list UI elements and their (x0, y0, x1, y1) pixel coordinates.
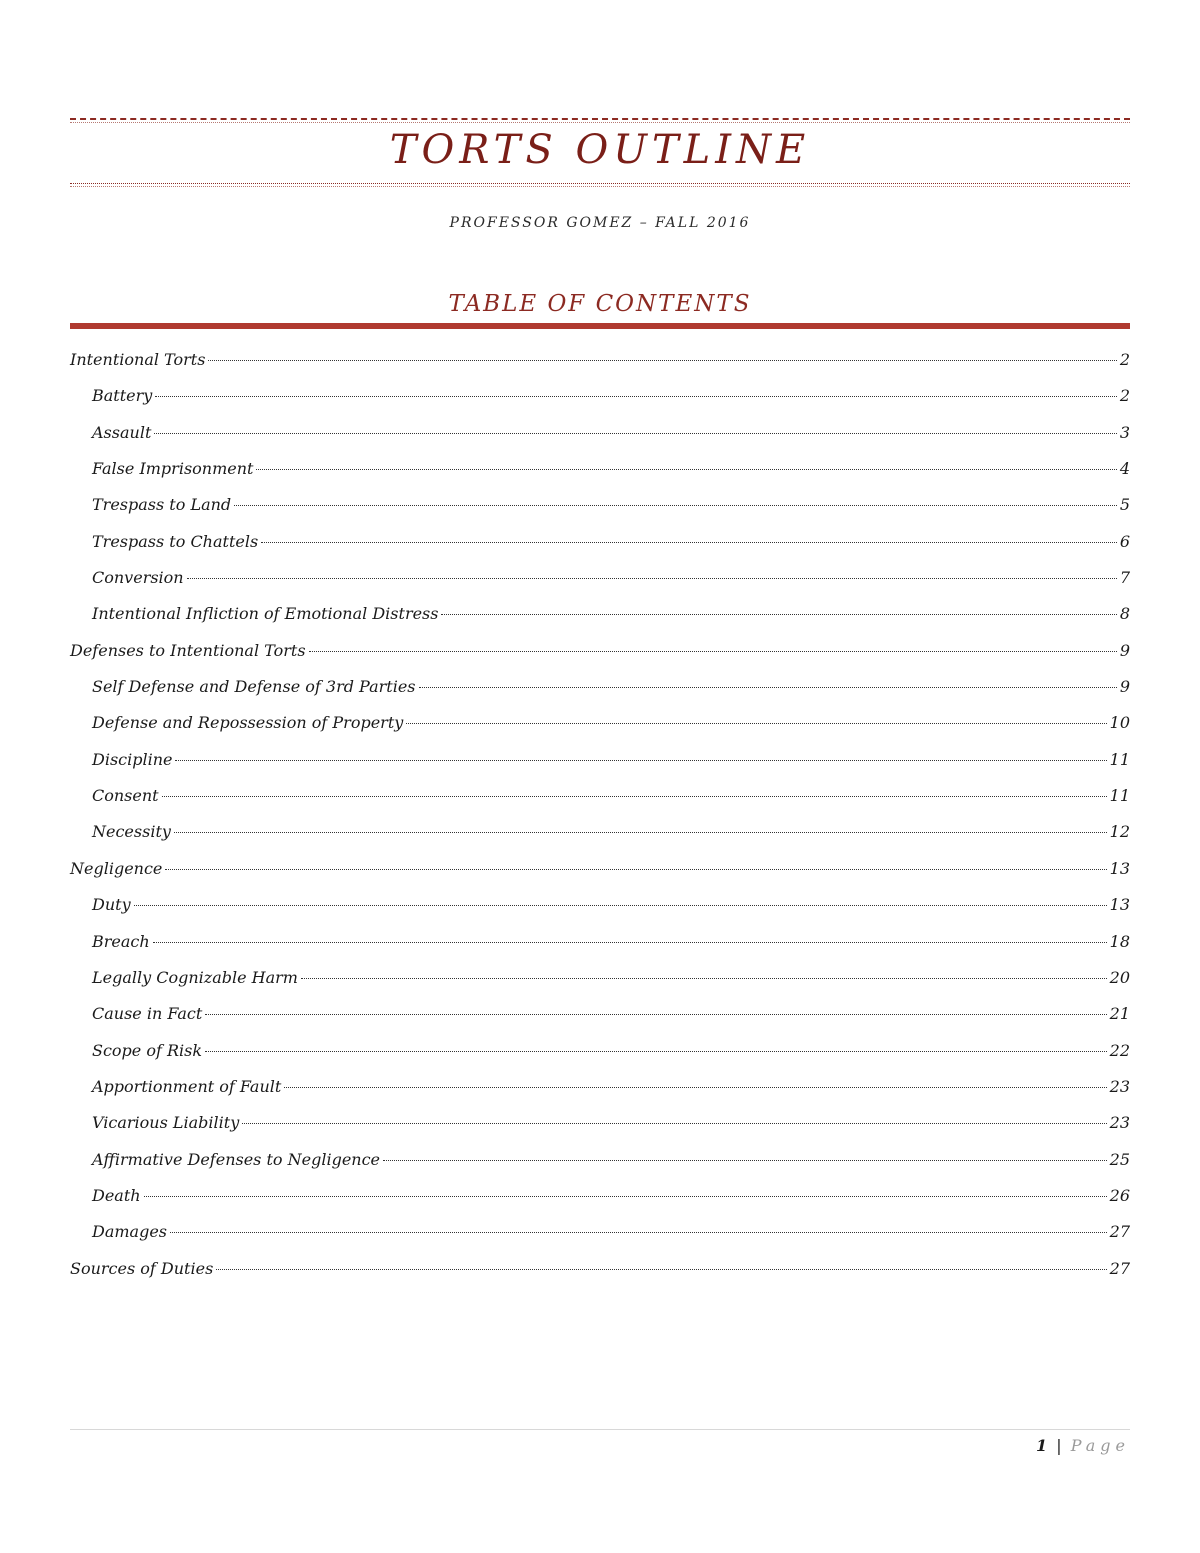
toc-dot-leader (144, 1196, 1107, 1197)
toc-entry-label: Sources of Duties (70, 1258, 214, 1278)
page-footer (1036, 1436, 1130, 1455)
toc-entry-page-number: 10 (1109, 713, 1130, 733)
toc-entry-page-number: 26 (1109, 1185, 1130, 1205)
toc-entry-page-number: 23 (1109, 1076, 1130, 1096)
toc-entry[interactable] (70, 750, 1130, 786)
toc-entry[interactable] (70, 495, 1130, 531)
toc-entry-label: Legally Cognizable Harm (92, 967, 298, 987)
toc-entry-label: False Imprisonment (92, 459, 254, 479)
toc-entry-label: Negligence (70, 858, 163, 878)
toc-entry-page-number: 18 (1109, 931, 1130, 951)
footer-page-number: 1 (1035, 1436, 1049, 1455)
toc-entry[interactable] (70, 1150, 1130, 1186)
toc-entry-page-number: 11 (1109, 786, 1130, 806)
toc-dot-leader (162, 796, 1107, 797)
toc-dot-leader (208, 360, 1116, 361)
toc-entry[interactable] (70, 713, 1130, 749)
toc-entry-label: Defense and Repossession of Property (92, 713, 404, 733)
toc-entry[interactable] (70, 459, 1130, 495)
toc-dot-leader (284, 1087, 1106, 1088)
toc-entry-page-number: 13 (1109, 895, 1130, 915)
toc-entry[interactable] (70, 932, 1130, 968)
toc-entry[interactable] (70, 604, 1130, 640)
toc-entry-page-number: 9 (1119, 677, 1130, 697)
document-title: TORTS OUTLINE (389, 127, 811, 173)
toc-entry-label: Affirmative Defenses to Negligence (92, 1149, 381, 1169)
toc-heading-rule (70, 323, 1130, 329)
toc-entry[interactable] (70, 1259, 1130, 1295)
footer-separator: | (1056, 1436, 1063, 1455)
toc-entry-label: Conversion (92, 568, 184, 588)
title-bottom-rule-thin (70, 186, 1130, 187)
toc-entry[interactable] (70, 1077, 1130, 1113)
toc-dot-leader (256, 469, 1116, 470)
toc-entry-page-number: 4 (1119, 459, 1130, 479)
toc-dot-leader (170, 1232, 1107, 1233)
toc-entry[interactable] (70, 1222, 1130, 1258)
toc-entry-page-number: 27 (1109, 1258, 1130, 1278)
toc-entry-page-number: 8 (1119, 604, 1130, 624)
toc-dot-leader (175, 760, 1106, 761)
title-top-rule (70, 118, 1130, 120)
toc-dot-leader (134, 905, 1107, 906)
toc-entry[interactable] (70, 568, 1130, 604)
toc-entry-page-number: 5 (1119, 495, 1130, 515)
toc-entry-label: Breach (92, 931, 150, 951)
toc-entry-label: Vicarious Liability (92, 1113, 240, 1133)
toc-dot-leader (261, 542, 1117, 543)
toc-entry-label: Death (92, 1185, 141, 1205)
toc-entry-page-number: 13 (1109, 858, 1130, 878)
toc-entry[interactable] (70, 822, 1130, 858)
toc-entry-label: Duty (92, 895, 131, 915)
toc-dot-leader (441, 614, 1116, 615)
toc-dot-leader (383, 1160, 1107, 1161)
toc-entry-page-number: 25 (1109, 1149, 1130, 1169)
toc-entry-label: Intentional Torts (70, 350, 206, 369)
toc-dot-leader (234, 505, 1117, 506)
toc-entry-page-number: 2 (1119, 386, 1130, 406)
toc-entry-label: Trespass to Chattels (92, 531, 259, 551)
toc-dot-leader (419, 687, 1117, 688)
toc-entry[interactable] (70, 1041, 1130, 1077)
toc-entry-page-number: 20 (1109, 967, 1130, 987)
toc-dot-leader (174, 832, 1107, 833)
toc-entry[interactable] (70, 350, 1130, 386)
toc-dot-leader (154, 433, 1116, 434)
toc-entry-page-number: 7 (1119, 568, 1130, 588)
toc-entry[interactable] (70, 859, 1130, 895)
toc-dot-leader (205, 1014, 1106, 1015)
table-of-contents (70, 350, 1130, 1295)
toc-entry-label: Assault (92, 422, 152, 442)
toc-entry[interactable] (70, 1113, 1130, 1149)
toc-entry[interactable] (70, 641, 1130, 677)
toc-entry-page-number: 6 (1119, 531, 1130, 551)
toc-entry-page-number: 21 (1109, 1004, 1130, 1024)
toc-entry-label: Consent (92, 786, 159, 806)
toc-entry-label: Damages (92, 1222, 167, 1242)
toc-entry-label: Intentional Infliction of Emotional Distress (92, 604, 439, 624)
toc-entry[interactable] (70, 786, 1130, 822)
toc-entry-label: Defenses to Intentional Torts (70, 640, 306, 660)
toc-dot-leader (165, 869, 1106, 870)
toc-entry[interactable] (70, 532, 1130, 568)
toc-entry[interactable] (70, 423, 1130, 459)
toc-entry-page-number: 22 (1109, 1040, 1130, 1060)
toc-entry[interactable] (70, 386, 1130, 422)
toc-entry-page-number: 3 (1119, 422, 1130, 442)
toc-entry-page-number: 27 (1109, 1222, 1130, 1242)
document-subtitle: PROFESSOR GOMEZ – FALL 2016 (449, 215, 751, 231)
toc-entry[interactable] (70, 1186, 1130, 1222)
toc-entry-label: Apportionment of Fault (92, 1076, 282, 1096)
footer-rule (70, 1429, 1130, 1430)
title-bottom-rule (70, 183, 1130, 184)
toc-entry-label: Battery (92, 386, 153, 406)
toc-dot-leader (187, 578, 1117, 579)
toc-entry[interactable] (70, 895, 1130, 931)
toc-entry-label: Self Defense and Defense of 3rd Parties (92, 677, 416, 697)
toc-dot-leader (301, 978, 1107, 979)
toc-dot-leader (155, 396, 1117, 397)
toc-dot-leader (216, 1269, 1106, 1270)
title-top-rule-thin (70, 122, 1130, 123)
toc-dot-leader (309, 651, 1117, 652)
toc-entry-page-number: 23 (1109, 1113, 1130, 1133)
toc-dot-leader (153, 942, 1107, 943)
toc-dot-leader (406, 723, 1106, 724)
toc-dot-leader (242, 1123, 1106, 1124)
toc-entry-label: Scope of Risk (92, 1040, 203, 1060)
toc-heading: TABLE OF CONTENTS (448, 291, 752, 317)
toc-entry-page-number: 11 (1109, 749, 1130, 769)
toc-entry[interactable] (70, 1004, 1130, 1040)
toc-entry[interactable] (70, 968, 1130, 1004)
toc-entry-label: Necessity (92, 822, 171, 842)
document-page (70, 0, 1130, 1553)
toc-entry-label: Trespass to Land (92, 495, 232, 515)
toc-entry-page-number: 2 (1119, 350, 1130, 369)
toc-entry-page-number: 12 (1109, 822, 1130, 842)
toc-entry-label: Cause in Fact (92, 1004, 203, 1024)
toc-entry-label: Discipline (92, 749, 173, 769)
toc-entry[interactable] (70, 677, 1130, 713)
toc-dot-leader (205, 1051, 1107, 1052)
toc-entry-page-number: 9 (1119, 640, 1130, 660)
footer-page-word: Page (1070, 1436, 1130, 1455)
